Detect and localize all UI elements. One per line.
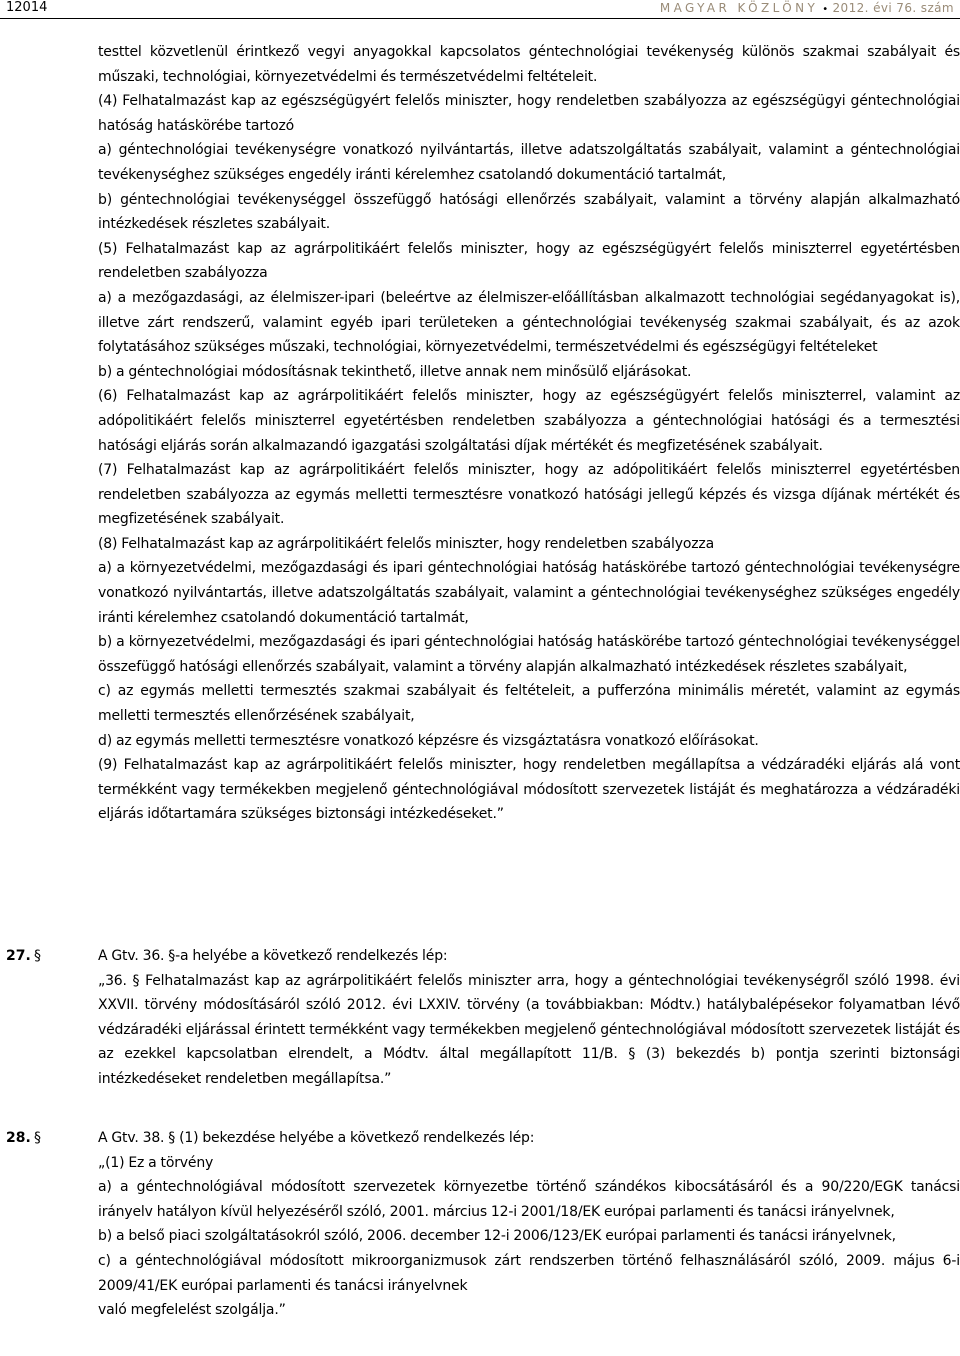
paragraph: „36. § Felhatalmazást kap az agrárpolitikáért felelős miniszter arra, hogy a géntechnológiai tevékenységről szóló 1998. évi XXVII. törvény módosításáról szóló 2012. évi LXXIV. törvény (a továbbiakban: Módtv.) hatálybalépésekor folyamatban lévő védzáradéki eljárással érintett termékként vagy termékekben megjelenő géntechnológiával módosított szervezetek listáját és az ezekkel kapcsolatban elrendelt, a Módtv. által megállapított 11/B. § (3) bekezdés b) pontja szerinti biztonsági intézkedéseket rendeletben megállapítsa.” (98, 972, 960, 1087)
publication-info (660, 0, 954, 18)
paragraph: (6) Felhatalmazást kap az agrárpolitikáért felelős miniszter, hogy az egészségügyért felelős miniszterrel, valamint az adópolitikáért felelős miniszterrel egyetértésben rendeletben szabályozza a géntechnológiai hatósági és a termesztési hatósági eljárás során alkalmazandó igazgatási szolgáltatási díjak mértékét és megfizetésének szabályait. (98, 388, 960, 454)
paragraph: a) a mezőgazdasági, az élelmiszer-ipari (beleértve az élelmiszer-előállításban alkalmazott technológiai segédanyagokat is), illetve zárt rendszerű, valamint egyéb ipari területeken a géntechnológiai tevékenység szakmai szabályait, és az azok folytatásához szükséges műszaki, technológiai, környezetvédelmi, természetvédelmi és egészségügyi feltételeket (98, 289, 960, 356)
paragraph: (8) Felhatalmazást kap az agrárpolitikáért felelős miniszter, hogy rendeletben szabályozza (98, 535, 714, 552)
paragraph: (4) Felhatalmazást kap az egészségügyért felelős miniszter, hogy rendeletben szabályozza az egészségügyi géntechnológiai hatóság hatáskörébe tartozó (98, 93, 960, 134)
section-number: 28. (6, 1130, 31, 1146)
paragraph: A Gtv. 38. § (1) bekezdése helyébe a következő rendelkezés lép: (98, 1130, 535, 1146)
paragraph: (5) Felhatalmazást kap az agrárpolitikáért felelős miniszter, hogy az egészségügyért felelős miniszterrel egyetértésben rendeletben szabályozza (98, 240, 960, 282)
paragraph: (9) Felhatalmazást kap az agrárpolitikáért felelős miniszter, hogy rendeletben megállapítsa a védzáradéki eljárás alá vont termékként vagy termékekben megjelenő géntechnológiával módosított szervezetek listáját és meghatározza a védzáradéki eljárás időtartamára szükséges biztonsági intézkedéseket.” (98, 757, 960, 823)
paragraph: c) az egymás melletti termesztés szakmai szabályait és feltételeit, a pufferzóna minimális méretét, valamint az egymás melletti termesztés ellenőrzésének szabályait, (98, 683, 960, 725)
paragraph: a) a géntechnológiával módosított szervezetek környezetbe történő szándékos kibocsátásáról és a 90/220/EGK tanácsi irányelv hatályon kívül helyezéséről szóló, 2001. március 12-i 2001/18/EK európai parlamenti és tanácsi irányelvnek, (98, 1179, 960, 1220)
page-number: 12014 (6, 0, 48, 15)
journal-title: MAGYAR KÖZLÖNY (659, 1, 819, 15)
section-text (98, 1126, 960, 1323)
paragraph: d) az egymás melletti termesztésre vonatkozó képzésre és vizsgáztatásra vonatkozó előírásokat. (98, 732, 759, 749)
paragraph: való megfelelést szolgálja.” (98, 1302, 286, 1319)
paragraph: (7) Felhatalmazást kap az agrárpolitikáért felelős miniszter, hogy az adópolitikáért felelős miniszterrel egyetértésben rendeletben szabályozza az egymás melletti termesztésre vonatkozó hatósági jellegű képzés és vizsga díjának mértékét és megfizetésének szabályait. (98, 462, 960, 528)
section-text (98, 944, 960, 1092)
paragraph: c) a géntechnológiával módosított mikroorganizmusok zárt rendszerben történő felhasználásáról szóló, 2009. május 6-i 2009/41/EK európai parlamenti és tanácsi irányelvnek (98, 1252, 960, 1294)
paragraph: b) a belső piaci szolgáltatásokról szóló, 2006. december 12-i 2006/123/EK európai parlamenti és tanácsi irányelvnek, (98, 1228, 896, 1245)
paragraph: „(1) Ez a törvény (98, 1154, 214, 1171)
section-number: 27. (6, 948, 31, 964)
paragraph: b) géntechnológiai tevékenységgel összefüggő hatósági ellenőrzés szabályait, valamint a törvény alapján alkalmazható intézkedések részletes szabályait. (98, 191, 960, 233)
section-sign: § (34, 948, 41, 964)
paragraph: b) a géntechnológiai módosításnak tekinthető, illetve annak nem minősülő eljárásokat. (98, 363, 692, 380)
paragraph: a) a környezetvédelmi, mezőgazdasági és ipari géntechnológiai hatóság hatáskörébe tartozó géntechnológiai tevékenységre vonatkozó nyilvántartás, illetve adatszolgáltatás szabályait, valamint a géntechnológiai tevékenységhez szükséges engedély iránti kérelemhez csatolandó dokumentáció tartalmát, (98, 560, 960, 626)
paragraph: b) a környezetvédelmi, mezőgazdasági és ipari géntechnológiai hatóság hatáskörébe tartozó géntechnológiai tevékenységgel összefüggő hatósági ellenőrzés szabályait, valamint a törvény alapján alkalmazható intézkedések részletes szabályait, (98, 634, 960, 675)
bullet-separator: • (822, 4, 829, 15)
paragraph: testtel közvetlenül érintkező vegyi anyagokkal kapcsolatos géntechnológiai tevékenység különös szakmai szabályait és műszaki, technológiai, környezetvédelmi és természetvédelmi feltételeit. (98, 44, 960, 85)
paragraph: A Gtv. 36. §-a helyébe a következő rendelkezés lép: (98, 948, 448, 964)
paragraph: a) géntechnológiai tevékenységre vonatkozó nyilvántartás, illetve adatszolgáltatás szabályait, valamint a géntechnológiai tevékenységhez szükséges engedély iránti kérelemhez csatolandó dokumentáció tartalmát, (98, 142, 960, 183)
section-sign: § (34, 1130, 41, 1146)
page-header (0, 0, 960, 19)
issue-number: 2012. évi 76. szám (832, 1, 954, 15)
continued-text (98, 40, 960, 827)
